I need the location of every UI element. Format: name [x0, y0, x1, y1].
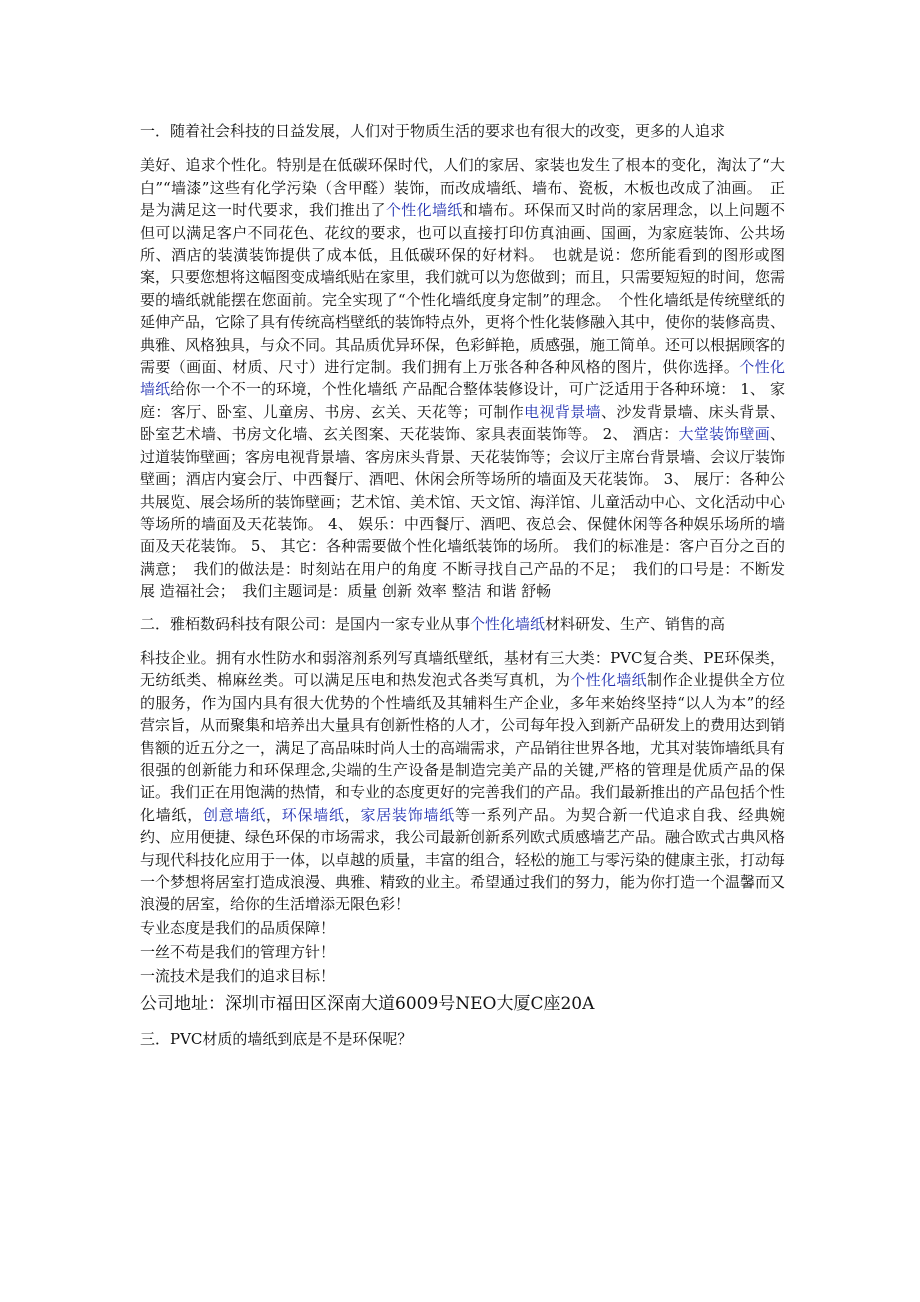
separator-1: ， [266, 805, 282, 824]
link-tv-background-wall[interactable]: 电视背景墙 [524, 402, 601, 421]
motto-technology: 一流技术是我们的追求目标！ [140, 966, 336, 985]
section-2-heading-text-1: 二．雅栢数码科技有限公司：是国内一家专业从事 [140, 614, 471, 633]
section-2-paragraph [140, 613, 785, 916]
section-3-heading: 三．PVC材质的墙纸到底是不是环保呢？ [140, 1029, 413, 1048]
link-personalized-wallpaper-2[interactable]: 个性化墙纸 [140, 358, 785, 399]
link-personalized-wallpaper-4[interactable]: 个性化墙纸 [570, 671, 648, 690]
link-creative-wallpaper[interactable]: 创意墙纸 [203, 805, 266, 824]
separator-2: ， [344, 805, 361, 824]
company-address: 公司地址：深圳市福田区深南大道6009号NEO大厦C座20A [140, 993, 595, 1014]
section-1-text-2: 和墙布。环保而又时尚的家居理念，以上问题不但可以满足客户不同花色、花纹的要求，也可以直接打印仿真油画、国画，为家庭装饰、公共场所、酒店的装潢装饰提供了成本低，且低碳环保的好材料。 也就是说：您所能看到的图形或图案，只要您想将这幅图变成墙纸贴在家里，我们就可以为您做到；而且，只需要短短的时间，您需要的墙纸就能摆在您面前。完全实现了“个性化墙纸度身定制”的理念。 个性化墙纸是传统壁纸的延伸产品，它除了具有传统高档壁纸的装饰特点外，更将个性化装修融入其中，使你的装修高贵、典雅、风格独具，与众不同。其品质优异环保，色彩鲜艳，质感强，施工简单。还可以根据顾客的需要（画面、材质、尺寸）进行定制。我们拥有上万张各种各种风格的图片，供你选择。 [140, 201, 786, 377]
section-1-paragraph [140, 120, 785, 603]
section-1-text-1: 美好、追求个性化。特别是在低碳环保时代，人们的家居、家装也发生了根本的变化，淘汰了“大白”“墙漆”这些有化学污染（含甲醛）装饰，而改成墙纸、墙布、瓷板，木板也改成了油画。 正是为满足这一时代要求，我们推出了 [140, 156, 785, 220]
section-1-heading: 一．随着社会科技的日益发展，人们对于物质生活的要求也有很大的改变，更多的人追求 [140, 122, 726, 140]
section-2-text-3: 等一系列产品。为契合新一代追求自我、经典婉约、应用便捷、绿色环保的市场需求，我公司最新创新系列欧式质感墙艺产品。融合欧式古典风格与现代科技化应用于一体，以卓越的质量，丰富的组合，轻松的施工与零污染的健康主张，打动每一个梦想将居室打造成浪漫、典雅、精致的业主。希望通过我们的努力，能为你打造一个温馨而又浪漫的居室，给你的生活增添无限色彩！ [140, 805, 786, 914]
link-home-decor-wallpaper[interactable]: 家居装饰墙纸 [360, 805, 455, 824]
link-lobby-mural[interactable]: 大堂装饰壁画 [678, 425, 770, 444]
link-eco-wallpaper[interactable]: 环保墙纸 [281, 805, 345, 824]
link-personalized-wallpaper-1[interactable]: 个性化墙纸 [385, 201, 463, 220]
link-personalized-wallpaper-3[interactable]: 个性化墙纸 [470, 614, 546, 633]
section-2-heading [140, 613, 785, 635]
section-1-text-3: 给你一个不一的环境，个性化墙纸 产品配合整体装修设计，可广泛适用于各种环境： 1、 家庭：客厅、卧室、儿童房、书房、玄关、天花等；可制作 [140, 380, 785, 421]
section-1-text-4: 、沙发背景墙、床头背景、卧室艺术墙、书房文化墙、玄关图案、天花装饰、家具表面装饰等。 2、 酒店： [140, 402, 785, 444]
section-2-text-1: 科技企业。拥有水性防水和弱溶剂系列写真墙纸壁纸，基材有三大类：PVC复合类、PE环保类，无纺纸类、棉麻丝类。可以满足压电和热发泡式各类写真机，为 [140, 648, 785, 690]
motto-quality: 专业态度是我们的品质保障！ [140, 918, 336, 937]
section-2-text-2: 制作企业提供全方位的服务，作为国内具有很大优势的个性墙纸及其辅料生产企业，多年来始终坚持“以人为本”的经营宗旨，从而聚集和培养出大量具有创新性格的人才，公司每年投入到新产品研发上的费用达到销售额的近五分之一，满足了高品味时尚人士的高端需求，产品销往世界各地，尤其对装饰墙纸具有很强的创新能力和环保理念,尖端的生产设备是制造完美产品的关键,严格的管理是优质产品的保证。我们正在用饱满的热情，和专业的态度更好的完善我们的产品。我们最新推出的产品包括个性化墙纸， [140, 671, 786, 824]
section-2-heading-text-2: 材料研发、生产、销售的高 [545, 614, 726, 633]
motto-management: 一丝不苟是我们的管理方针！ [140, 942, 336, 961]
document-page [140, 120, 785, 1050]
section-1-text-5: 、过道装饰壁画；客房电视背景墙、客房床头背景、天花装饰等；会议厅主席台背景墙、会议厅装饰壁画；酒店内宴会厅、中西餐厅、酒吧、休闲会所等场所的墙面及天花装饰。 3、 展厅：各种公共展览、展会场所的装饰壁画；艺术馆、美术馆、天文馆、海洋馆、儿童活动中心、文化活动中心等场所的墙面及天花装饰。 4、 娱乐：中西餐厅、酒吧、夜总会、保健休闲等各种娱乐场所的墙面及天花装饰。 5、 其它：各种需要做个性化墙纸装饰的场所。 我们的标准是：客户百分之百的满意； 我们的做法是：时刻站在用户的角度 不断寻找自己产品的不足； 我们的口号是：不断发展 造福社会； 我们主题词是：质量 创新 效率 整洁 和谐 舒畅 [140, 425, 786, 601]
